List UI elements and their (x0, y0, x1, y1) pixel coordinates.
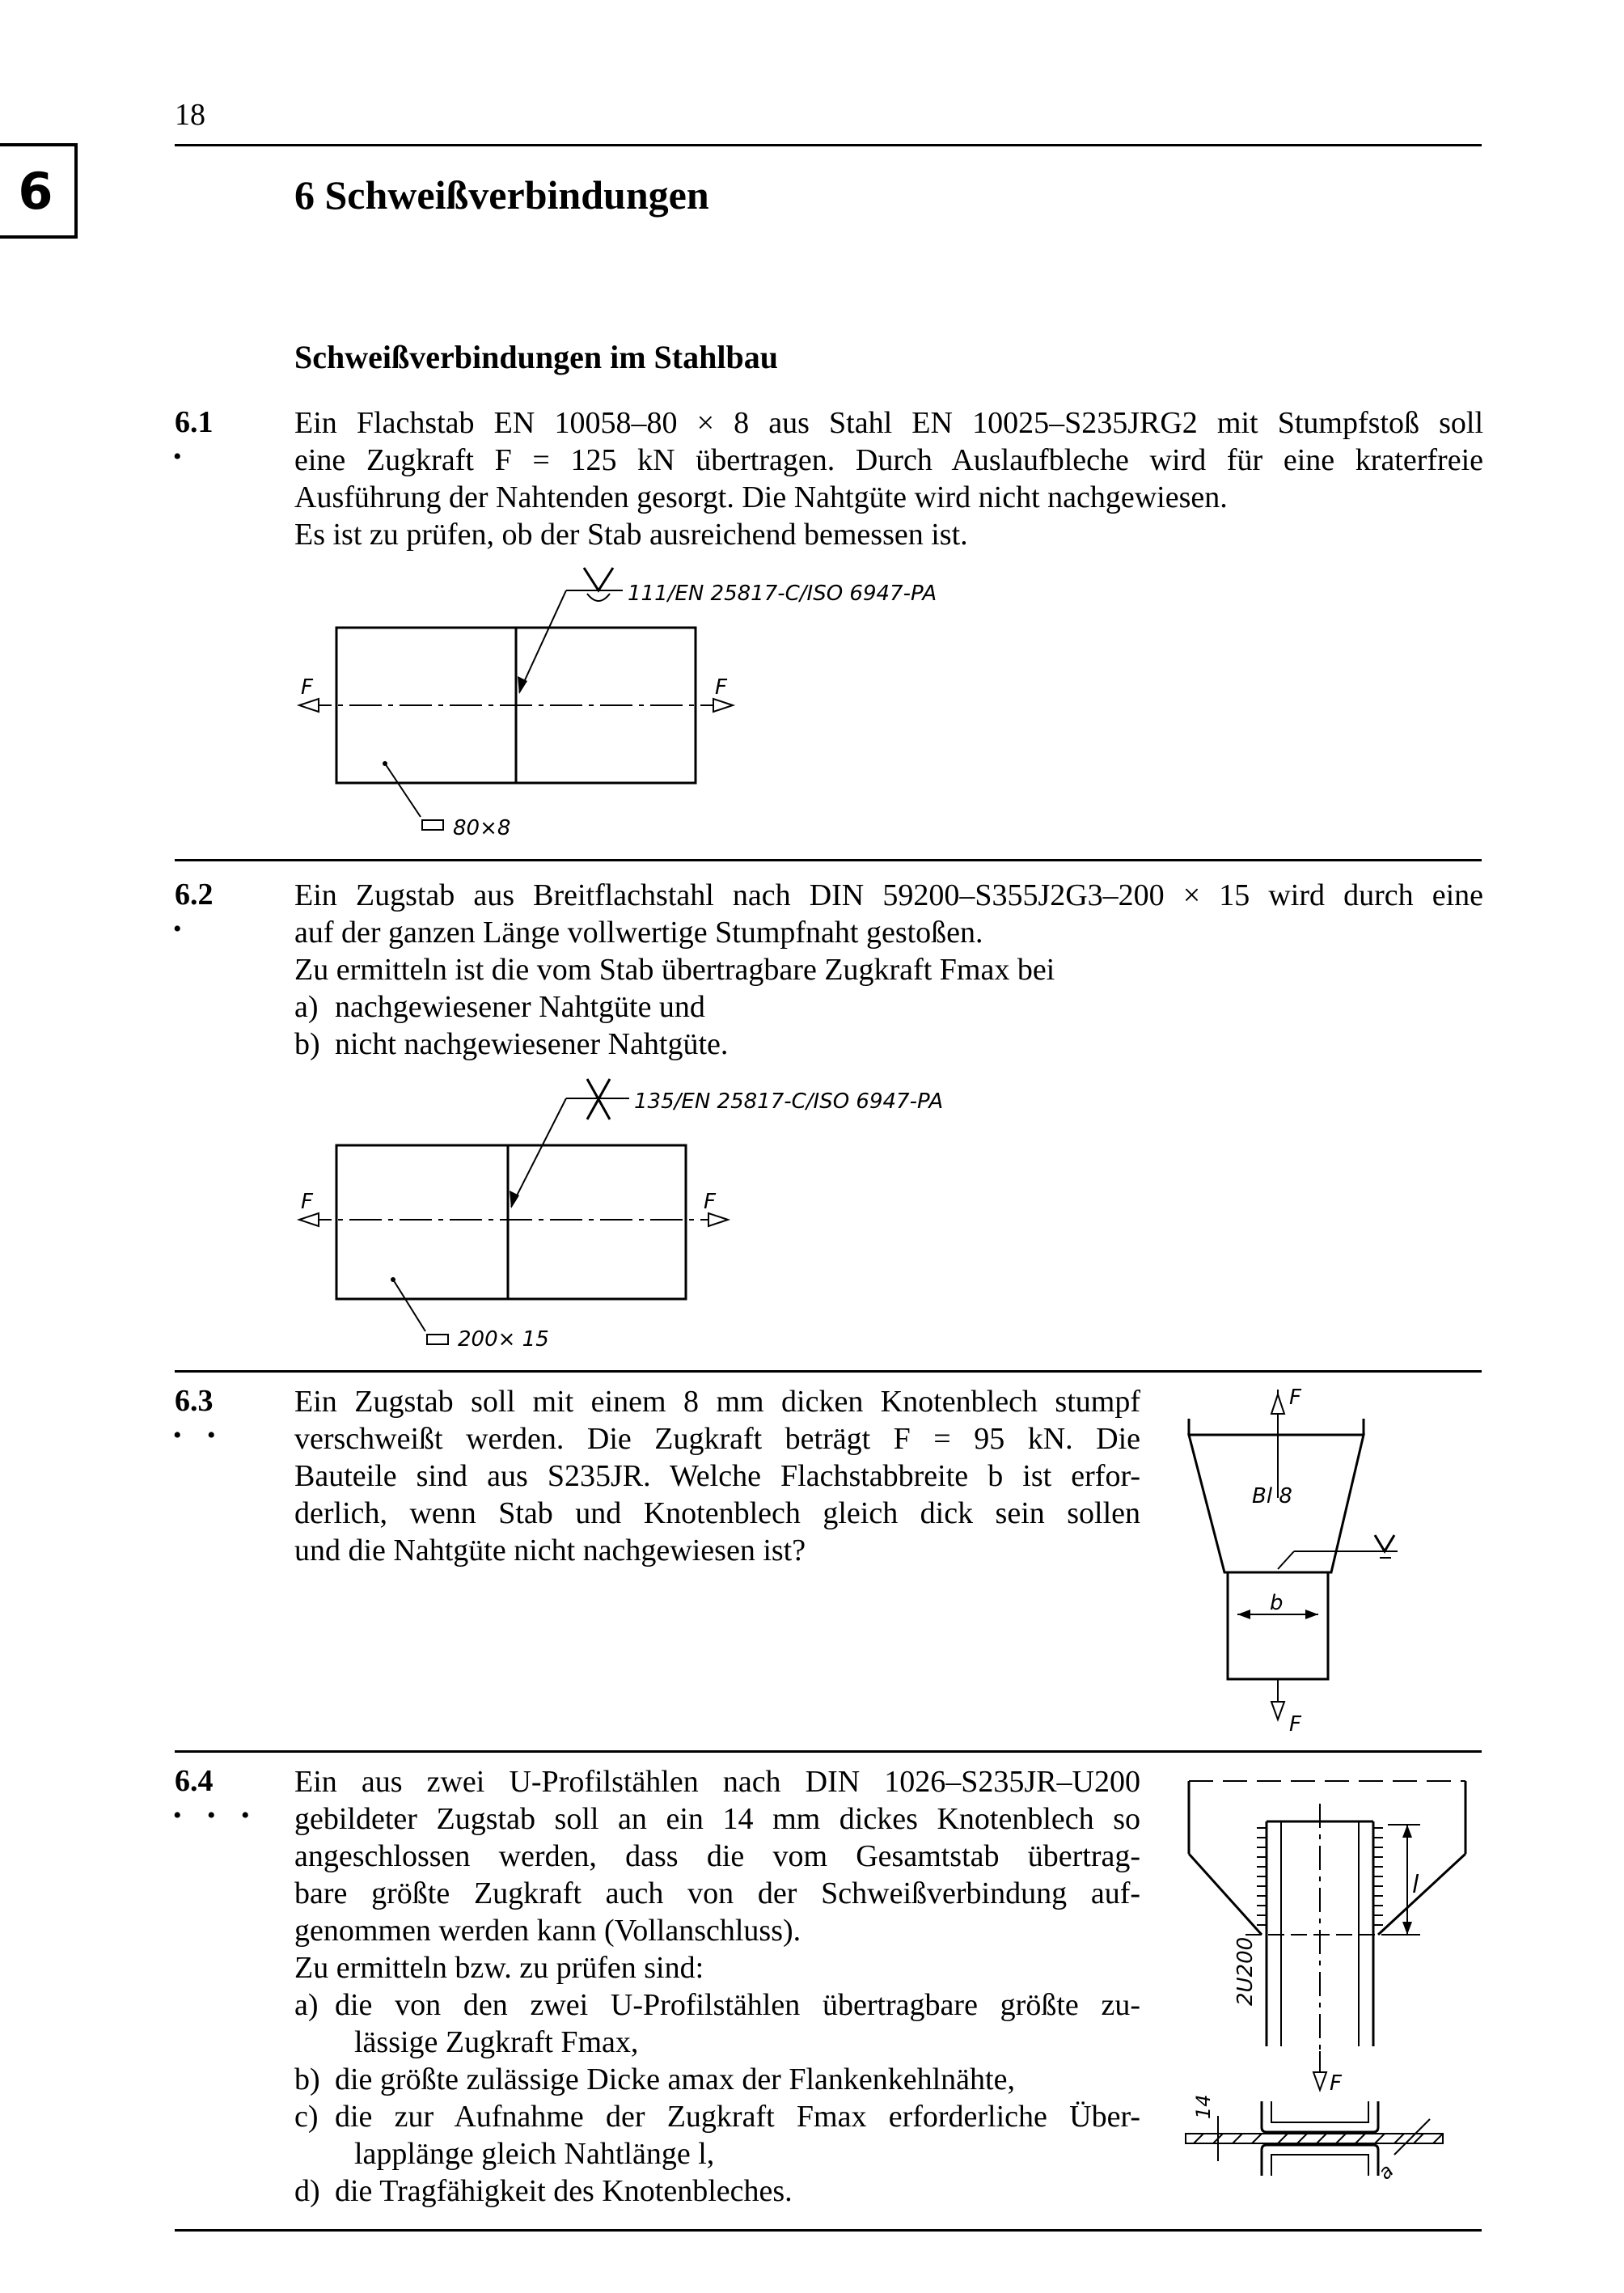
section-title: Schweißverbindungen im Stahlbau (294, 339, 778, 375)
exercise-number-6-2: 6.2 (175, 878, 214, 912)
difficulty-6-3: • • (173, 1422, 226, 1449)
item-text: nachgewiesener Nahtgüte und (335, 990, 705, 1024)
text-line: angeschlossen werden, dass die vom Gesamtstab übertrag- (294, 1839, 1140, 1873)
force-label-6-4: F (1330, 2071, 1342, 2096)
width-label-6-3: b (1270, 1591, 1284, 1615)
weld-label-6-1: 111/EN 25817-C/ISO 6947-PA (628, 582, 937, 606)
item-text-continued: lapplänge gleich Nahtlänge l, (354, 2137, 715, 2171)
difficulty-6-4: • • • (173, 1802, 260, 1829)
force-label-left-6-1: F (301, 675, 313, 700)
exercise-number-6-3: 6.3 (175, 1384, 214, 1418)
throat-label-6-4: a (1373, 2160, 1398, 2185)
profile-label-6-1: 80×8 (453, 816, 511, 840)
text-line: genommen werden kann (Vollanschluss). (294, 1914, 801, 1948)
chapter-tab: 6 (0, 143, 78, 239)
item-label: b) (294, 2062, 320, 2096)
page-number: 18 (175, 98, 205, 132)
item-text-continued: lässige Zugkraft Fmax, (354, 2025, 639, 2059)
text-line: Ein Zugstab aus Breitflachstahl nach DIN 59200–S355J2G3–200 × 15 wird durch eine (294, 878, 1483, 912)
item-label: a) (294, 1988, 319, 2022)
force-label-right-6-1: F (715, 675, 727, 700)
item-label: b) (294, 1027, 320, 1061)
item-text: die von den zwei U-Profilstählen übertragbare größte zu- (335, 1988, 1140, 2022)
text-line: Bauteile sind aus S235JR. Welche Flachstabbreite b ist erfor- (294, 1459, 1140, 1493)
text-line: Ein Zugstab soll mit einem 8 mm dicken Knotenblech stumpf (294, 1385, 1140, 1419)
text-line: auf der ganzen Länge vollwertige Stumpfnaht gestoßen. (294, 916, 983, 950)
profile-label-6-2: 200× 15 (458, 1327, 549, 1352)
force-label-bottom-6-3: F (1289, 1712, 1301, 1737)
difficulty-6-2: • (173, 916, 192, 942)
separator-rule (175, 2229, 1482, 2232)
text-line: verschweißt werden. Die Zugkraft beträgt F = 95 kN. Die (294, 1422, 1140, 1456)
item-text: nicht nachgewiesener Nahtgüte. (335, 1027, 729, 1061)
profile-label-6-4: 2U200 (1233, 1936, 1258, 2006)
exercise-number-6-1: 6.1 (175, 405, 214, 439)
item-text: die größte zulässige Dicke amax der Flankenkehlnähte, (335, 2062, 1015, 2096)
weld-label-6-2: 135/EN 25817-C/ISO 6947-PA (634, 1089, 944, 1114)
chapter-title: 6 Schweißverbindungen (294, 172, 709, 218)
text-line: gebildeter Zugstab soll an ein 14 mm dickes Knotenblech so (294, 1802, 1140, 1836)
text-line: bare größte Zugkraft auch von der Schweißverbindung auf- (294, 1876, 1140, 1910)
item-label: c) (294, 2100, 319, 2134)
text-line: Ein Flachstab EN 10058–80 × 8 aus Stahl EN 10025–S235JRG2 mit Stumpfstoß soll (294, 406, 1483, 440)
text-line: Zu ermitteln bzw. zu prüfen sind: (294, 1951, 704, 1985)
plate-label-6-3: Bl 8 (1252, 1484, 1292, 1508)
force-label-right-6-2: F (704, 1190, 716, 1214)
text-line: Zu ermitteln ist die vom Stab übertragbare Zugkraft Fmax bei (294, 953, 1055, 987)
thickness-label-6-4: 14 (1192, 2094, 1215, 2119)
text-line: eine Zugkraft F = 125 kN übertragen. Durch Auslaufbleche wird für eine kraterfreie (294, 443, 1483, 477)
length-label-6-4: l (1412, 1871, 1419, 1899)
item-text: die zur Aufnahme der Zugkraft Fmax erforderliche Über- (335, 2100, 1140, 2134)
text-line: Ein aus zwei U-Profilstählen nach DIN 1026–S235JR–U200 (294, 1765, 1140, 1799)
difficulty-6-1: • (173, 443, 192, 470)
force-label-top-6-3: F (1289, 1386, 1301, 1410)
force-label-left-6-2: F (301, 1190, 313, 1214)
exercise-number-6-4: 6.4 (175, 1764, 214, 1798)
text-line: und die Nahtgüte nicht nachgewiesen ist? (294, 1534, 806, 1567)
text-line: Ausführung der Nahtenden gesorgt. Die Nahtgüte wird nicht nachgewiesen. (294, 480, 1228, 514)
text-line: Es ist zu prüfen, ob der Stab ausreichend bemessen ist. (294, 518, 968, 552)
item-label: d) (294, 2174, 320, 2208)
item-text: die Tragfähigkeit des Knotenbleches. (335, 2174, 793, 2208)
text-line: derlich, wenn Stab und Knotenblech gleich dick sein sollen (294, 1496, 1140, 1530)
item-label: a) (294, 990, 319, 1024)
